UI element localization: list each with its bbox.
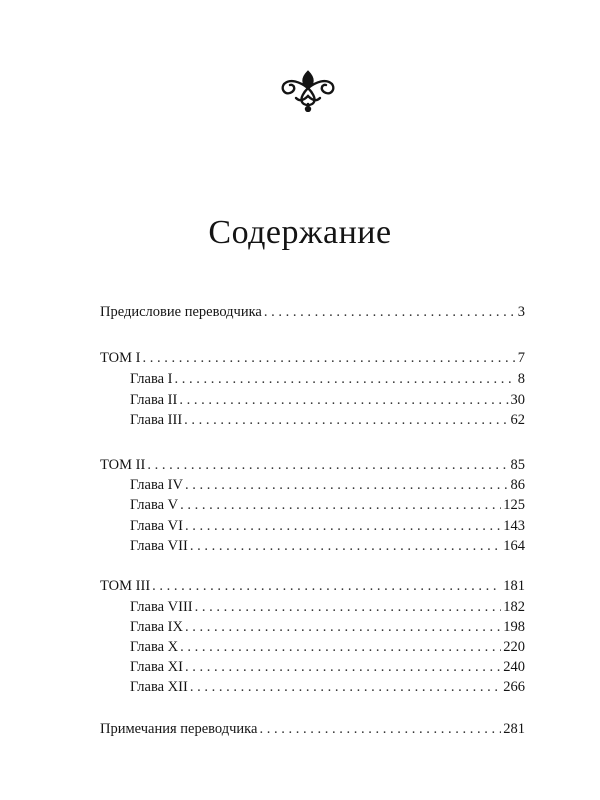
leader-dots bbox=[152, 576, 501, 596]
leader-dots bbox=[175, 369, 516, 389]
toc-entry-page: 220 bbox=[503, 639, 525, 655]
toc-entry-label: Предисловие переводчика bbox=[100, 304, 262, 320]
toc-entry-label: Глава X bbox=[130, 639, 179, 655]
toc-entry-chapter[interactable] bbox=[130, 617, 525, 637]
toc-entry-label: Глава II bbox=[130, 392, 178, 408]
toc-entry-label: Глава VIII bbox=[130, 599, 193, 615]
toc-entry-chapter[interactable] bbox=[130, 597, 525, 617]
toc-entry-chapter[interactable] bbox=[130, 410, 525, 430]
toc-entry-page: 266 bbox=[503, 679, 525, 695]
toc-entry-label: Глава VII bbox=[130, 538, 188, 554]
leader-dots bbox=[185, 475, 509, 495]
toc-entry-volume[interactable] bbox=[100, 576, 525, 596]
toc-entry-chapter[interactable] bbox=[130, 390, 525, 410]
toc-entry-label: Глава IV bbox=[130, 477, 183, 493]
leader-dots bbox=[147, 455, 508, 475]
toc-entry[interactable] bbox=[100, 719, 525, 739]
toc-entry-label: Глава IX bbox=[130, 619, 183, 635]
toc-entry-label: Глава XII bbox=[130, 679, 188, 695]
toc-entry-page: 125 bbox=[503, 497, 525, 513]
toc-entry-label: Глава V bbox=[130, 497, 179, 513]
toc-entry-chapter[interactable] bbox=[130, 516, 525, 536]
toc-entry-page: 86 bbox=[510, 477, 525, 493]
leader-dots bbox=[264, 302, 516, 322]
leader-dots bbox=[179, 390, 508, 410]
toc-entry-page: 7 bbox=[517, 350, 525, 366]
toc-entry-chapter[interactable] bbox=[130, 495, 525, 515]
toc-entry[interactable] bbox=[100, 302, 525, 322]
leader-dots bbox=[185, 516, 501, 536]
leader-dots bbox=[259, 719, 501, 739]
toc-entry-chapter[interactable] bbox=[130, 369, 525, 389]
toc-entry-chapter[interactable] bbox=[130, 657, 525, 677]
leader-dots bbox=[185, 657, 501, 677]
toc-entry-volume[interactable] bbox=[100, 348, 525, 368]
toc-entry-page: 182 bbox=[503, 599, 525, 615]
leader-dots bbox=[180, 637, 501, 657]
leader-dots bbox=[142, 348, 515, 368]
toc-entry-page: 281 bbox=[503, 721, 525, 737]
toc-entry-page: 143 bbox=[503, 518, 525, 534]
toc-entry-page: 240 bbox=[503, 659, 525, 675]
toc-entry-chapter[interactable] bbox=[130, 536, 525, 556]
toc-entry-page: 198 bbox=[503, 619, 525, 635]
toc-entry-label: Примечания переводчика bbox=[100, 721, 258, 737]
toc-entry-chapter[interactable] bbox=[130, 677, 525, 697]
fleuron-ornament-icon bbox=[278, 68, 338, 112]
leader-dots bbox=[190, 677, 501, 697]
toc-entry-page: 3 bbox=[517, 304, 525, 320]
toc-entry-page: 181 bbox=[503, 578, 525, 594]
leader-dots bbox=[190, 536, 501, 556]
toc-entry-label: Глава VI bbox=[130, 518, 183, 534]
toc-entry-page: 8 bbox=[517, 371, 525, 387]
toc-entry-chapter[interactable] bbox=[130, 637, 525, 657]
page-title: Содержание bbox=[208, 214, 392, 251]
leader-dots bbox=[195, 597, 502, 617]
toc-entry-label: ТОМ II bbox=[100, 457, 146, 473]
toc-entry-label: Глава III bbox=[130, 412, 183, 428]
toc-entry-label: ТОМ III bbox=[100, 578, 151, 594]
leader-dots bbox=[184, 410, 508, 430]
toc-entry-label: Глава I bbox=[130, 371, 173, 387]
leader-dots bbox=[180, 495, 501, 515]
toc-entry-page: 62 bbox=[510, 412, 525, 428]
toc-entry-page: 30 bbox=[510, 392, 525, 408]
toc-entry-volume[interactable] bbox=[100, 455, 525, 475]
toc-entry-label: Глава XI bbox=[130, 659, 183, 675]
toc-entry-chapter[interactable] bbox=[130, 475, 525, 495]
toc-entry-page: 85 bbox=[510, 457, 525, 473]
toc-entry-page: 164 bbox=[503, 538, 525, 554]
leader-dots bbox=[185, 617, 501, 637]
toc-entry-label: ТОМ I bbox=[100, 350, 141, 366]
